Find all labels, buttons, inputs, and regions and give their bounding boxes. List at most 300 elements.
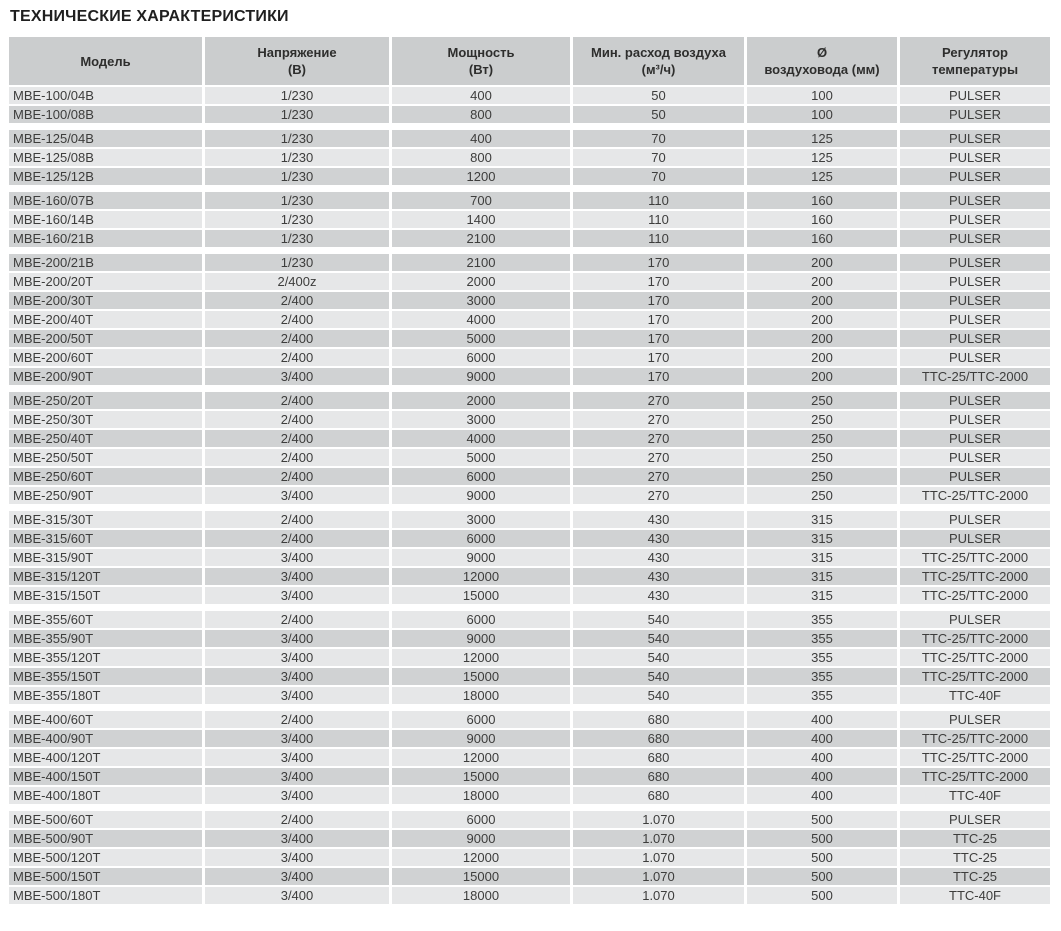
cell-model: MBE-315/90T <box>9 549 205 568</box>
cell-airflow: 270 <box>573 487 747 506</box>
cell-voltage: 2/400 <box>205 530 392 549</box>
cell-power: 12000 <box>392 749 573 768</box>
table-row <box>9 849 1050 868</box>
table-row <box>9 330 1050 349</box>
cell-voltage: 3/400 <box>205 649 392 668</box>
cell-regulator: PULSER <box>900 349 1050 368</box>
cell-airflow: 430 <box>573 587 747 606</box>
table-row <box>9 611 1050 630</box>
cell-regulator: PULSER <box>900 254 1050 273</box>
table-row <box>9 392 1050 411</box>
cell-model: MBE-200/21B <box>9 254 205 273</box>
cell-power: 700 <box>392 192 573 211</box>
column-header-sublabel: (м³/ч) <box>641 62 676 77</box>
cell-power: 9000 <box>392 549 573 568</box>
cell-airflow: 1.070 <box>573 811 747 830</box>
cell-regulator: PULSER <box>900 273 1050 292</box>
cell-model: MBE-200/30T <box>9 292 205 311</box>
cell-diameter: 250 <box>747 411 900 430</box>
cell-power: 800 <box>392 106 573 125</box>
cell-diameter: 500 <box>747 811 900 830</box>
cell-diameter: 400 <box>747 768 900 787</box>
cell-diameter: 125 <box>747 149 900 168</box>
table-row <box>9 149 1050 168</box>
cell-voltage: 3/400 <box>205 768 392 787</box>
cell-power: 5000 <box>392 330 573 349</box>
cell-power: 4000 <box>392 430 573 449</box>
cell-model: MBE-355/120T <box>9 649 205 668</box>
table-row <box>9 511 1050 530</box>
cell-model: MBE-250/90T <box>9 487 205 506</box>
table-row <box>9 273 1050 292</box>
cell-voltage: 1/230 <box>205 168 392 187</box>
cell-model: MBE-200/60T <box>9 349 205 368</box>
cell-airflow: 540 <box>573 668 747 687</box>
cell-airflow: 170 <box>573 330 747 349</box>
cell-regulator: TTC-25/TTC-2000 <box>900 630 1050 649</box>
cell-model: MBE-400/150T <box>9 768 205 787</box>
cell-voltage: 2/400 <box>205 811 392 830</box>
cell-voltage: 2/400 <box>205 430 392 449</box>
cell-model: MBE-250/20T <box>9 392 205 411</box>
cell-diameter: 500 <box>747 849 900 868</box>
table-row <box>9 254 1050 273</box>
cell-airflow: 430 <box>573 568 747 587</box>
cell-model: MBE-250/30T <box>9 411 205 430</box>
table-row <box>9 468 1050 487</box>
cell-power: 6000 <box>392 711 573 730</box>
cell-regulator: PULSER <box>900 106 1050 125</box>
cell-voltage: 3/400 <box>205 868 392 887</box>
cell-regulator: TTC-25 <box>900 830 1050 849</box>
cell-model: MBE-315/60T <box>9 530 205 549</box>
cell-diameter: 200 <box>747 273 900 292</box>
cell-model: MBE-125/08B <box>9 149 205 168</box>
cell-regulator: PULSER <box>900 611 1050 630</box>
table-row <box>9 106 1050 125</box>
table-row <box>9 411 1050 430</box>
cell-voltage: 3/400 <box>205 549 392 568</box>
cell-model: MBE-200/20T <box>9 273 205 292</box>
cell-model: MBE-500/180T <box>9 887 205 906</box>
cell-model: MBE-160/14B <box>9 211 205 230</box>
cell-voltage: 3/400 <box>205 730 392 749</box>
cell-voltage: 2/400 <box>205 449 392 468</box>
cell-power: 6000 <box>392 811 573 830</box>
specs-table-body <box>9 87 1050 906</box>
cell-power: 9000 <box>392 730 573 749</box>
cell-diameter: 355 <box>747 687 900 706</box>
cell-model: MBE-315/150T <box>9 587 205 606</box>
table-row <box>9 87 1050 106</box>
cell-model: MBE-100/04B <box>9 87 205 106</box>
cell-regulator: PULSER <box>900 511 1050 530</box>
cell-airflow: 70 <box>573 149 747 168</box>
cell-voltage: 1/230 <box>205 106 392 125</box>
cell-power: 9000 <box>392 630 573 649</box>
cell-model: MBE-125/12B <box>9 168 205 187</box>
cell-diameter: 200 <box>747 330 900 349</box>
cell-diameter: 400 <box>747 749 900 768</box>
cell-diameter: 355 <box>747 630 900 649</box>
column-header-label: Напряжение <box>257 45 337 60</box>
cell-regulator: PULSER <box>900 711 1050 730</box>
specs-table <box>9 37 1050 906</box>
cell-diameter: 355 <box>747 668 900 687</box>
cell-diameter: 355 <box>747 649 900 668</box>
cell-voltage: 1/230 <box>205 211 392 230</box>
cell-model: MBE-355/150T <box>9 668 205 687</box>
cell-regulator: PULSER <box>900 392 1050 411</box>
cell-regulator: TTC-25/TTC-2000 <box>900 487 1050 506</box>
cell-regulator: PULSER <box>900 811 1050 830</box>
cell-voltage: 3/400 <box>205 487 392 506</box>
cell-airflow: 1.070 <box>573 868 747 887</box>
cell-airflow: 270 <box>573 468 747 487</box>
cell-power: 6000 <box>392 349 573 368</box>
cell-airflow: 680 <box>573 711 747 730</box>
column-header-diameter <box>747 37 900 87</box>
cell-power: 9000 <box>392 487 573 506</box>
cell-airflow: 680 <box>573 730 747 749</box>
cell-airflow: 50 <box>573 87 747 106</box>
cell-model: MBE-400/180T <box>9 787 205 806</box>
table-row <box>9 549 1050 568</box>
cell-regulator: TTC-25/TTC-2000 <box>900 368 1050 387</box>
cell-regulator: TTC-25/TTC-2000 <box>900 730 1050 749</box>
cell-voltage: 3/400 <box>205 568 392 587</box>
cell-diameter: 200 <box>747 368 900 387</box>
cell-airflow: 680 <box>573 768 747 787</box>
cell-power: 6000 <box>392 611 573 630</box>
cell-airflow: 170 <box>573 368 747 387</box>
column-header-sublabel: (Вт) <box>468 62 494 77</box>
specs-table-header <box>9 37 1050 87</box>
table-row <box>9 749 1050 768</box>
cell-voltage: 3/400 <box>205 587 392 606</box>
cell-airflow: 110 <box>573 192 747 211</box>
cell-airflow: 270 <box>573 392 747 411</box>
cell-regulator: TTC-40F <box>900 887 1050 906</box>
cell-voltage: 2/400 <box>205 468 392 487</box>
cell-diameter: 315 <box>747 549 900 568</box>
cell-airflow: 170 <box>573 254 747 273</box>
cell-power: 2100 <box>392 230 573 249</box>
cell-regulator: PULSER <box>900 530 1050 549</box>
cell-diameter: 315 <box>747 568 900 587</box>
cell-diameter: 200 <box>747 292 900 311</box>
cell-diameter: 500 <box>747 830 900 849</box>
cell-voltage: 3/400 <box>205 668 392 687</box>
cell-model: MBE-355/90T <box>9 630 205 649</box>
cell-airflow: 50 <box>573 106 747 125</box>
cell-model: MBE-500/150T <box>9 868 205 887</box>
cell-regulator: TTC-25 <box>900 849 1050 868</box>
cell-voltage: 2/400 <box>205 611 392 630</box>
cell-power: 5000 <box>392 449 573 468</box>
cell-voltage: 2/400 <box>205 392 392 411</box>
cell-diameter: 500 <box>747 868 900 887</box>
cell-diameter: 160 <box>747 230 900 249</box>
cell-model: MBE-355/60T <box>9 611 205 630</box>
cell-diameter: 100 <box>747 106 900 125</box>
cell-power: 12000 <box>392 649 573 668</box>
table-row <box>9 568 1050 587</box>
cell-airflow: 170 <box>573 349 747 368</box>
cell-power: 6000 <box>392 530 573 549</box>
table-row <box>9 711 1050 730</box>
cell-power: 15000 <box>392 868 573 887</box>
cell-airflow: 70 <box>573 168 747 187</box>
table-row <box>9 130 1050 149</box>
cell-voltage: 1/230 <box>205 87 392 106</box>
cell-regulator: PULSER <box>900 292 1050 311</box>
cell-power: 18000 <box>392 787 573 806</box>
cell-diameter: 160 <box>747 192 900 211</box>
cell-voltage: 1/230 <box>205 230 392 249</box>
cell-airflow: 540 <box>573 649 747 668</box>
cell-regulator: PULSER <box>900 87 1050 106</box>
cell-model: MBE-355/180T <box>9 687 205 706</box>
cell-voltage: 1/230 <box>205 130 392 149</box>
column-header-sublabel: температуры <box>931 62 1019 77</box>
column-header-voltage <box>205 37 392 87</box>
table-row <box>9 787 1050 806</box>
cell-model: MBE-500/60T <box>9 811 205 830</box>
table-row <box>9 292 1050 311</box>
cell-diameter: 125 <box>747 130 900 149</box>
cell-diameter: 200 <box>747 349 900 368</box>
cell-power: 4000 <box>392 311 573 330</box>
cell-airflow: 170 <box>573 311 747 330</box>
cell-airflow: 270 <box>573 430 747 449</box>
cell-voltage: 3/400 <box>205 787 392 806</box>
cell-airflow: 1.070 <box>573 849 747 868</box>
cell-regulator: PULSER <box>900 168 1050 187</box>
cell-airflow: 430 <box>573 530 747 549</box>
cell-regulator: TTC-25/TTC-2000 <box>900 587 1050 606</box>
cell-voltage: 1/230 <box>205 149 392 168</box>
column-header-airflow <box>573 37 747 87</box>
cell-diameter: 315 <box>747 530 900 549</box>
cell-airflow: 270 <box>573 449 747 468</box>
table-row <box>9 587 1050 606</box>
cell-model: MBE-200/90T <box>9 368 205 387</box>
cell-model: MBE-400/120T <box>9 749 205 768</box>
cell-power: 400 <box>392 130 573 149</box>
table-row <box>9 687 1050 706</box>
table-row <box>9 368 1050 387</box>
table-row <box>9 668 1050 687</box>
cell-model: MBE-200/50T <box>9 330 205 349</box>
cell-diameter: 250 <box>747 449 900 468</box>
cell-model: MBE-100/08B <box>9 106 205 125</box>
cell-power: 6000 <box>392 468 573 487</box>
cell-regulator: PULSER <box>900 130 1050 149</box>
cell-regulator: PULSER <box>900 311 1050 330</box>
cell-voltage: 1/230 <box>205 192 392 211</box>
cell-airflow: 540 <box>573 630 747 649</box>
cell-voltage: 3/400 <box>205 849 392 868</box>
cell-voltage: 2/400 <box>205 711 392 730</box>
cell-power: 18000 <box>392 687 573 706</box>
cell-airflow: 680 <box>573 749 747 768</box>
cell-regulator: TTC-40F <box>900 687 1050 706</box>
cell-model: MBE-400/90T <box>9 730 205 749</box>
table-row <box>9 887 1050 906</box>
cell-regulator: PULSER <box>900 149 1050 168</box>
cell-airflow: 70 <box>573 130 747 149</box>
cell-regulator: PULSER <box>900 468 1050 487</box>
column-header-power <box>392 37 573 87</box>
table-row <box>9 449 1050 468</box>
cell-model: MBE-500/120T <box>9 849 205 868</box>
cell-voltage: 2/400z <box>205 273 392 292</box>
cell-model: MBE-315/30T <box>9 511 205 530</box>
cell-diameter: 315 <box>747 587 900 606</box>
table-row <box>9 649 1050 668</box>
cell-diameter: 500 <box>747 887 900 906</box>
cell-power: 9000 <box>392 830 573 849</box>
cell-model: MBE-315/120T <box>9 568 205 587</box>
cell-power: 800 <box>392 149 573 168</box>
cell-airflow: 540 <box>573 687 747 706</box>
cell-airflow: 270 <box>573 411 747 430</box>
cell-regulator: TTC-25/TTC-2000 <box>900 549 1050 568</box>
cell-regulator: TTC-25/TTC-2000 <box>900 568 1050 587</box>
cell-power: 1200 <box>392 168 573 187</box>
cell-airflow: 110 <box>573 230 747 249</box>
cell-airflow: 1.070 <box>573 887 747 906</box>
cell-diameter: 100 <box>747 87 900 106</box>
column-header-label: Регулятор <box>942 45 1008 60</box>
cell-power: 3000 <box>392 292 573 311</box>
cell-power: 9000 <box>392 368 573 387</box>
table-row <box>9 730 1050 749</box>
cell-voltage: 2/400 <box>205 292 392 311</box>
cell-diameter: 200 <box>747 254 900 273</box>
table-row <box>9 530 1050 549</box>
table-row <box>9 868 1050 887</box>
cell-voltage: 3/400 <box>205 368 392 387</box>
page-title: ТЕХНИЧЕСКИЕ ХАРАКТЕРИСТИКИ <box>10 8 289 25</box>
cell-regulator: TTC-25/TTC-2000 <box>900 768 1050 787</box>
cell-voltage: 3/400 <box>205 687 392 706</box>
cell-regulator: PULSER <box>900 230 1050 249</box>
cell-regulator: TTC-25/TTC-2000 <box>900 668 1050 687</box>
cell-power: 15000 <box>392 668 573 687</box>
cell-power: 2100 <box>392 254 573 273</box>
cell-model: MBE-250/40T <box>9 430 205 449</box>
table-row <box>9 211 1050 230</box>
cell-regulator: TTC-40F <box>900 787 1050 806</box>
column-header-sublabel: (В) <box>287 62 307 77</box>
cell-diameter: 250 <box>747 468 900 487</box>
cell-model: MBE-200/40T <box>9 311 205 330</box>
cell-airflow: 680 <box>573 787 747 806</box>
cell-diameter: 400 <box>747 711 900 730</box>
cell-model: MBE-250/50T <box>9 449 205 468</box>
cell-regulator: TTC-25/TTC-2000 <box>900 649 1050 668</box>
cell-voltage: 3/400 <box>205 749 392 768</box>
table-row <box>9 230 1050 249</box>
cell-airflow: 170 <box>573 273 747 292</box>
cell-power: 18000 <box>392 887 573 906</box>
cell-voltage: 2/400 <box>205 349 392 368</box>
cell-voltage: 2/400 <box>205 311 392 330</box>
column-header-label: Модель <box>80 53 131 69</box>
table-row <box>9 830 1050 849</box>
cell-diameter: 200 <box>747 311 900 330</box>
cell-voltage: 2/400 <box>205 511 392 530</box>
cell-power: 15000 <box>392 768 573 787</box>
cell-model: MBE-160/07B <box>9 192 205 211</box>
table-row <box>9 487 1050 506</box>
header-row <box>9 37 1050 87</box>
cell-diameter: 250 <box>747 487 900 506</box>
cell-airflow: 430 <box>573 549 747 568</box>
cell-airflow: 1.070 <box>573 830 747 849</box>
table-row <box>9 768 1050 787</box>
cell-diameter: 400 <box>747 787 900 806</box>
cell-airflow: 170 <box>573 292 747 311</box>
cell-model: MBE-500/90T <box>9 830 205 849</box>
column-header-label: Мощность <box>447 45 515 60</box>
cell-regulator: TTC-25 <box>900 868 1050 887</box>
cell-power: 2000 <box>392 392 573 411</box>
cell-diameter: 355 <box>747 611 900 630</box>
cell-diameter: 315 <box>747 511 900 530</box>
cell-power: 12000 <box>392 568 573 587</box>
column-header-regulator <box>900 37 1050 87</box>
table-row <box>9 430 1050 449</box>
cell-power: 3000 <box>392 511 573 530</box>
cell-model: MBE-160/21B <box>9 230 205 249</box>
cell-power: 400 <box>392 87 573 106</box>
cell-diameter: 160 <box>747 211 900 230</box>
cell-model: MBE-250/60T <box>9 468 205 487</box>
table-row <box>9 311 1050 330</box>
cell-regulator: PULSER <box>900 330 1050 349</box>
cell-regulator: PULSER <box>900 430 1050 449</box>
column-header-label: Мин. расход воздуха <box>591 45 726 60</box>
column-header-model <box>9 37 205 87</box>
cell-power: 1400 <box>392 211 573 230</box>
cell-airflow: 110 <box>573 211 747 230</box>
table-row <box>9 192 1050 211</box>
cell-diameter: 400 <box>747 730 900 749</box>
cell-diameter: 125 <box>747 168 900 187</box>
cell-power: 12000 <box>392 849 573 868</box>
cell-diameter: 250 <box>747 430 900 449</box>
cell-airflow: 540 <box>573 611 747 630</box>
cell-voltage: 2/400 <box>205 411 392 430</box>
table-row <box>9 168 1050 187</box>
cell-model: MBE-125/04B <box>9 130 205 149</box>
cell-voltage: 2/400 <box>205 330 392 349</box>
cell-power: 2000 <box>392 273 573 292</box>
cell-power: 3000 <box>392 411 573 430</box>
cell-regulator: PULSER <box>900 211 1050 230</box>
cell-voltage: 3/400 <box>205 887 392 906</box>
cell-diameter: 250 <box>747 392 900 411</box>
cell-power: 15000 <box>392 587 573 606</box>
cell-voltage: 3/400 <box>205 630 392 649</box>
cell-regulator: PULSER <box>900 449 1050 468</box>
cell-model: MBE-400/60T <box>9 711 205 730</box>
column-header-sublabel: воздуховода (мм) <box>764 62 880 77</box>
cell-voltage: 3/400 <box>205 830 392 849</box>
